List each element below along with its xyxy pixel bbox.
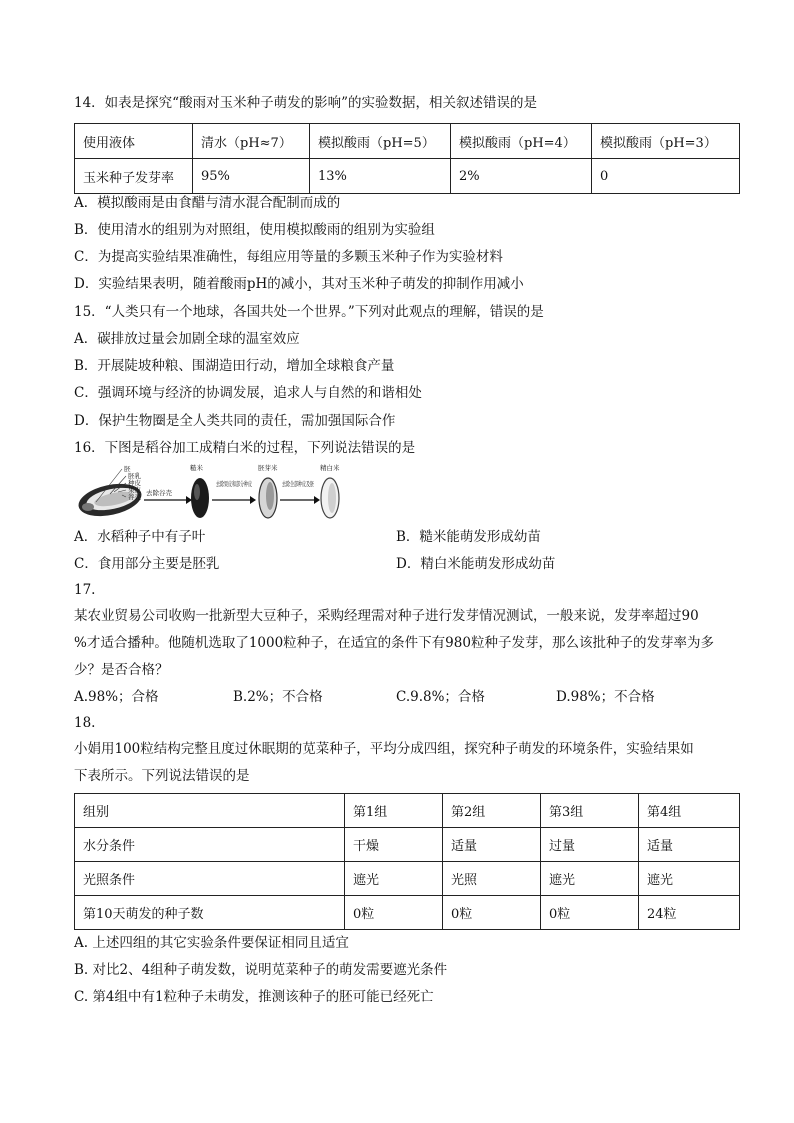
- q18-stem-line-1: 小娟用100粒结构完整且度过休眠期的苋菜种子，平均分成四组，探究种子萌发的环境条件，实验结果如: [74, 741, 694, 757]
- q14-stem: 14．如表是探究“酸雨对玉米种子萌发的影响”的实验数据，相关叙述错误的是: [74, 95, 537, 111]
- table-cell: 模拟酸雨（pH=3）: [592, 124, 740, 159]
- q17-option-a: A.98%；合格: [74, 689, 159, 705]
- arrow-2: [212, 479, 275, 504]
- label-husk: 谷壳: [128, 493, 141, 501]
- table-row: [75, 794, 740, 828]
- table-cell: 第10天萌发的种子数: [75, 896, 345, 930]
- table-cell: 0粒: [345, 896, 443, 930]
- table-cell: 遮光: [639, 862, 740, 896]
- label-embryo: 胚: [124, 465, 131, 473]
- label-seed-coat: 种皮: [128, 479, 141, 487]
- label-pericarp: 果皮: [128, 486, 141, 494]
- table-cell: 遮光: [541, 862, 639, 896]
- table-cell: 2%: [451, 159, 592, 194]
- arrow-1: [144, 488, 192, 504]
- table-cell: 玉米种子发芽率: [75, 159, 193, 194]
- table-cell: 光照: [443, 862, 541, 896]
- q18-option-c: C. 第4组中有1粒种子未萌发，推测该种子的胚可能已经死亡: [74, 989, 434, 1005]
- q17-option-c: C.9.8%；合格: [396, 689, 485, 705]
- q15-option-a: A．碳排放过量会加剧全球的温室效应: [74, 331, 300, 347]
- table-cell: 水分条件: [75, 828, 345, 862]
- q15-stem: 15．“人类只有一个地球，各国共处一个世界。”下列对此观点的理解，错误的是: [74, 304, 544, 320]
- q18-table: [74, 793, 740, 930]
- q15-option-b: B．开展陡坡种粮、围湖造田行动，增加全球粮食产量: [74, 358, 395, 374]
- step-label: 去除谷壳: [146, 489, 172, 497]
- table-row: [75, 862, 740, 896]
- table-cell: 适量: [443, 828, 541, 862]
- table-cell: 模拟酸雨（pH=5）: [310, 124, 451, 159]
- q17-stem-line-3: 少？是否合格？: [74, 662, 169, 678]
- table-cell: 第2组: [443, 794, 541, 828]
- q17-stem-line-1: 某农业贸易公司收购一批新型大豆种子，采购经理需对种子进行发芽情况测试，一般来说，发芽率超过90: [74, 608, 699, 624]
- q15-option-c: C．强调环境与经济的协调发展，追求人与自然的和谐相处: [74, 385, 422, 401]
- q16-option-b: B．糙米能萌发形成幼苗: [396, 529, 541, 545]
- q18-stem-line-2: 下表所示。下列说法错误的是: [74, 768, 250, 784]
- table-cell: 适量: [639, 828, 740, 862]
- q14-option-c: C．为提高实验结果准确性，每组应用等量的多颗玉米种子作为实验材料: [74, 249, 503, 265]
- table-row: [75, 124, 740, 159]
- table-row: [75, 828, 740, 862]
- table-cell: 0粒: [443, 896, 541, 930]
- q14-option-a: A．模拟酸雨是由食醋与清水混合配制而成的: [74, 195, 341, 211]
- q17-option-d: D.98%；不合格: [556, 689, 655, 705]
- q16-option-c: C．食用部分主要是胚乳: [74, 556, 220, 572]
- step-label: 去除果皮和部分种皮: [216, 480, 275, 488]
- q17-stem-line-2: %才适合播种。他随机选取了1000粒种子，在适宜的条件下有980粒种子发芽，那么该批种子的发芽率为多: [74, 635, 714, 651]
- step-label: 去除全部种皮及胚: [282, 480, 334, 488]
- table-cell: 干燥: [345, 828, 443, 862]
- table-cell: 0粒: [541, 896, 639, 930]
- table-cell: 遮光: [345, 862, 443, 896]
- q15-option-d: D．保护生物圈是全人类共同的责任，需加强国际合作: [74, 413, 396, 429]
- brown-rice-grain: [191, 478, 209, 518]
- q18-number: 18.: [74, 715, 96, 731]
- q17-option-b: B.2%；不合格: [233, 689, 323, 705]
- q17-number: 17.: [74, 582, 96, 598]
- table-row: [75, 896, 740, 930]
- table-cell: 0: [592, 159, 740, 194]
- table-cell: 24粒: [639, 896, 740, 930]
- arrow-3: [280, 479, 334, 504]
- stage-label: 精白米: [320, 464, 340, 472]
- q14-table: [74, 123, 740, 194]
- table-cell: 清水（pH≈7）: [193, 124, 310, 159]
- table-cell: 模拟酸雨（pH=4）: [451, 124, 592, 159]
- rice-processing-diagram: [74, 462, 364, 526]
- table-cell: 第4组: [639, 794, 740, 828]
- table-cell: 第1组: [345, 794, 443, 828]
- table-cell: 第3组: [541, 794, 639, 828]
- q16-option-a: A．水稻种子中有子叶: [74, 529, 206, 545]
- table-cell: 使用液体: [75, 124, 193, 159]
- table-cell: 组别: [75, 794, 345, 828]
- q16-option-d: D．精白米能萌发形成幼苗: [396, 556, 556, 572]
- stage-label: 胚芽米: [258, 464, 278, 472]
- table-cell: 13%: [310, 159, 451, 194]
- stage-label: 糙米: [190, 464, 203, 472]
- table-cell: 光照条件: [75, 862, 345, 896]
- q18-option-b: B. 对比2、4组种子萌发数，说明苋菜种子的萌发需要遮光条件: [74, 962, 448, 978]
- table-row: [75, 159, 740, 194]
- q14-option-d: D．实验结果表明，随着酸雨pH的减小，其对玉米种子萌发的抑制作用减小: [74, 276, 524, 292]
- table-cell: 95%: [193, 159, 310, 194]
- q16-stem: 16．下图是稻谷加工成精白米的过程，下列说法错误的是: [74, 440, 416, 456]
- table-cell: 过量: [541, 828, 639, 862]
- q14-option-b: B．使用清水的组别为对照组，使用模拟酸雨的组别为实验组: [74, 222, 435, 238]
- q18-option-a: A. 上述四组的其它实验条件要保证相同且适宜: [74, 935, 349, 951]
- label-endosperm: 胚乳: [128, 472, 141, 480]
